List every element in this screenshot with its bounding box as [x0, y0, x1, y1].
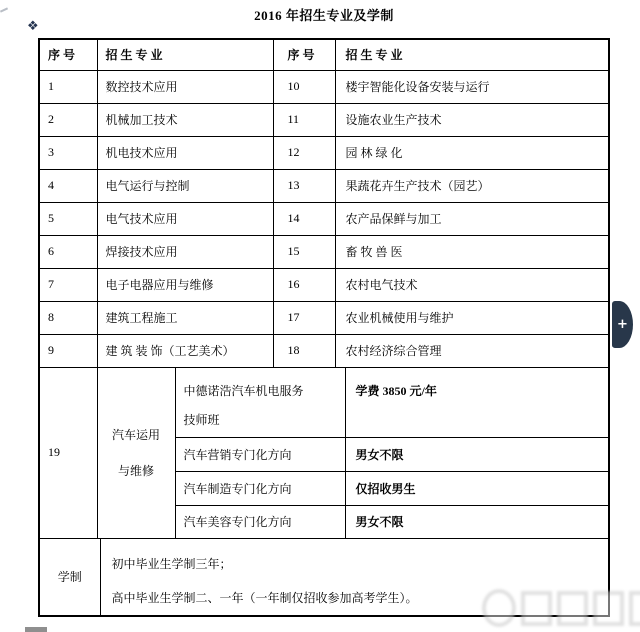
cell-schooling-label: 学制 [40, 538, 100, 615]
table-row [40, 538, 608, 615]
cell-seq: 13 [273, 169, 335, 202]
enrollment-table [38, 38, 610, 617]
cell-seq: 8 [40, 301, 97, 334]
program-line2: 技师班 [183, 412, 220, 427]
header-seq-left: 序 号 [40, 40, 97, 70]
table-row [40, 202, 608, 235]
table-move-handle-icon[interactable]: ❖ [27, 18, 39, 33]
cell-note: 男女不限 [345, 505, 608, 538]
table-row [40, 70, 608, 103]
header-seq-right: 序 号 [273, 40, 335, 70]
cell-major: 电气运行与控制 [97, 169, 273, 202]
cell-group-major [97, 367, 175, 538]
cell-note-fee: 学费 3850 元/年 [345, 367, 608, 437]
cell-major: 楼宇智能化设备安装与运行 [335, 70, 608, 103]
cell-note: 仅招收男生 [345, 471, 608, 505]
side-expand-button[interactable] [612, 301, 633, 348]
cell-major: 农业机械使用与维护 [335, 301, 608, 334]
table-row [40, 301, 608, 334]
cell-major: 果蔬花卉生产技术（园艺） [335, 169, 608, 202]
schooling-table [40, 538, 608, 615]
cell-major: 电子电器应用与维修 [97, 268, 273, 301]
table-row [40, 367, 608, 437]
cell-seq: 11 [273, 103, 335, 136]
cell-seq: 4 [40, 169, 97, 202]
cell-major: 农村电气技术 [335, 268, 608, 301]
cell-seq: 14 [273, 202, 335, 235]
cell-major: 建筑工程施工 [97, 301, 273, 334]
cell-seq: 12 [273, 136, 335, 169]
table-row [40, 136, 608, 169]
cell-note: 男女不限 [345, 437, 608, 471]
cell-major: 数控技术应用 [97, 70, 273, 103]
cell-seq: 3 [40, 136, 97, 169]
page-title: 2016 年招生专业及学制 [254, 8, 394, 23]
cutoff-box [25, 627, 47, 632]
cell-major: 园 林 绿 化 [335, 136, 608, 169]
group-major-line2: 与维修 [117, 463, 154, 478]
cell-schooling-content [100, 538, 608, 615]
cell-seq: 18 [273, 334, 335, 367]
cell-program: 汽车美容专门化方向 [175, 505, 345, 538]
cell-major: 畜 牧 兽 医 [335, 235, 608, 268]
cell-major: 建 筑 装 饰（工艺美术） [97, 334, 273, 367]
cell-seq: 5 [40, 202, 97, 235]
header-major-right: 招 生 专 业 [335, 40, 608, 70]
table-row [40, 103, 608, 136]
cell-major: 机械加工技术 [97, 103, 273, 136]
table-row [40, 268, 608, 301]
cell-seq: 2 [40, 103, 97, 136]
cell-seq: 9 [40, 334, 97, 367]
cell-seq: 10 [273, 70, 335, 103]
cell-seq: 16 [273, 268, 335, 301]
cell-seq: 6 [40, 235, 97, 268]
cell-major: 焊接技术应用 [97, 235, 273, 268]
cell-major: 农村经济综合管理 [335, 334, 608, 367]
table-header-row [40, 40, 608, 70]
cell-major: 电气技术应用 [97, 202, 273, 235]
table-row [40, 169, 608, 202]
header-major-left: 招 生 专 业 [97, 40, 273, 70]
table-row [40, 334, 608, 367]
cell-seq: 7 [40, 268, 97, 301]
cell-major: 农产品保鲜与加工 [335, 202, 608, 235]
cell-program: 汽车营销专门化方向 [175, 437, 345, 471]
corner-mark [0, 7, 8, 12]
cell-major: 设施农业生产技术 [335, 103, 608, 136]
cell-major: 机电技术应用 [97, 136, 273, 169]
watermark-glyph [629, 591, 640, 626]
cell-seq: 15 [273, 235, 335, 268]
cell-seq: 1 [40, 70, 97, 103]
cell-seq: 17 [273, 301, 335, 334]
schooling-line1: 初中毕业生学制三年； [111, 556, 232, 571]
plus-icon: + [617, 317, 628, 332]
row19-group-table [40, 367, 608, 539]
cell-program [175, 367, 345, 437]
cell-program: 汽车制造专门化方向 [175, 471, 345, 505]
schooling-line2: 高中毕业生学制二、一年（一年制仅招收参加高考学生）。 [111, 590, 418, 605]
group-major-line1: 汽车运用 [111, 427, 160, 442]
program-line1: 中德诺浩汽车机电服务 [183, 383, 304, 398]
majors-table [40, 40, 608, 368]
cell-seq: 19 [40, 367, 97, 538]
table-row [40, 235, 608, 268]
